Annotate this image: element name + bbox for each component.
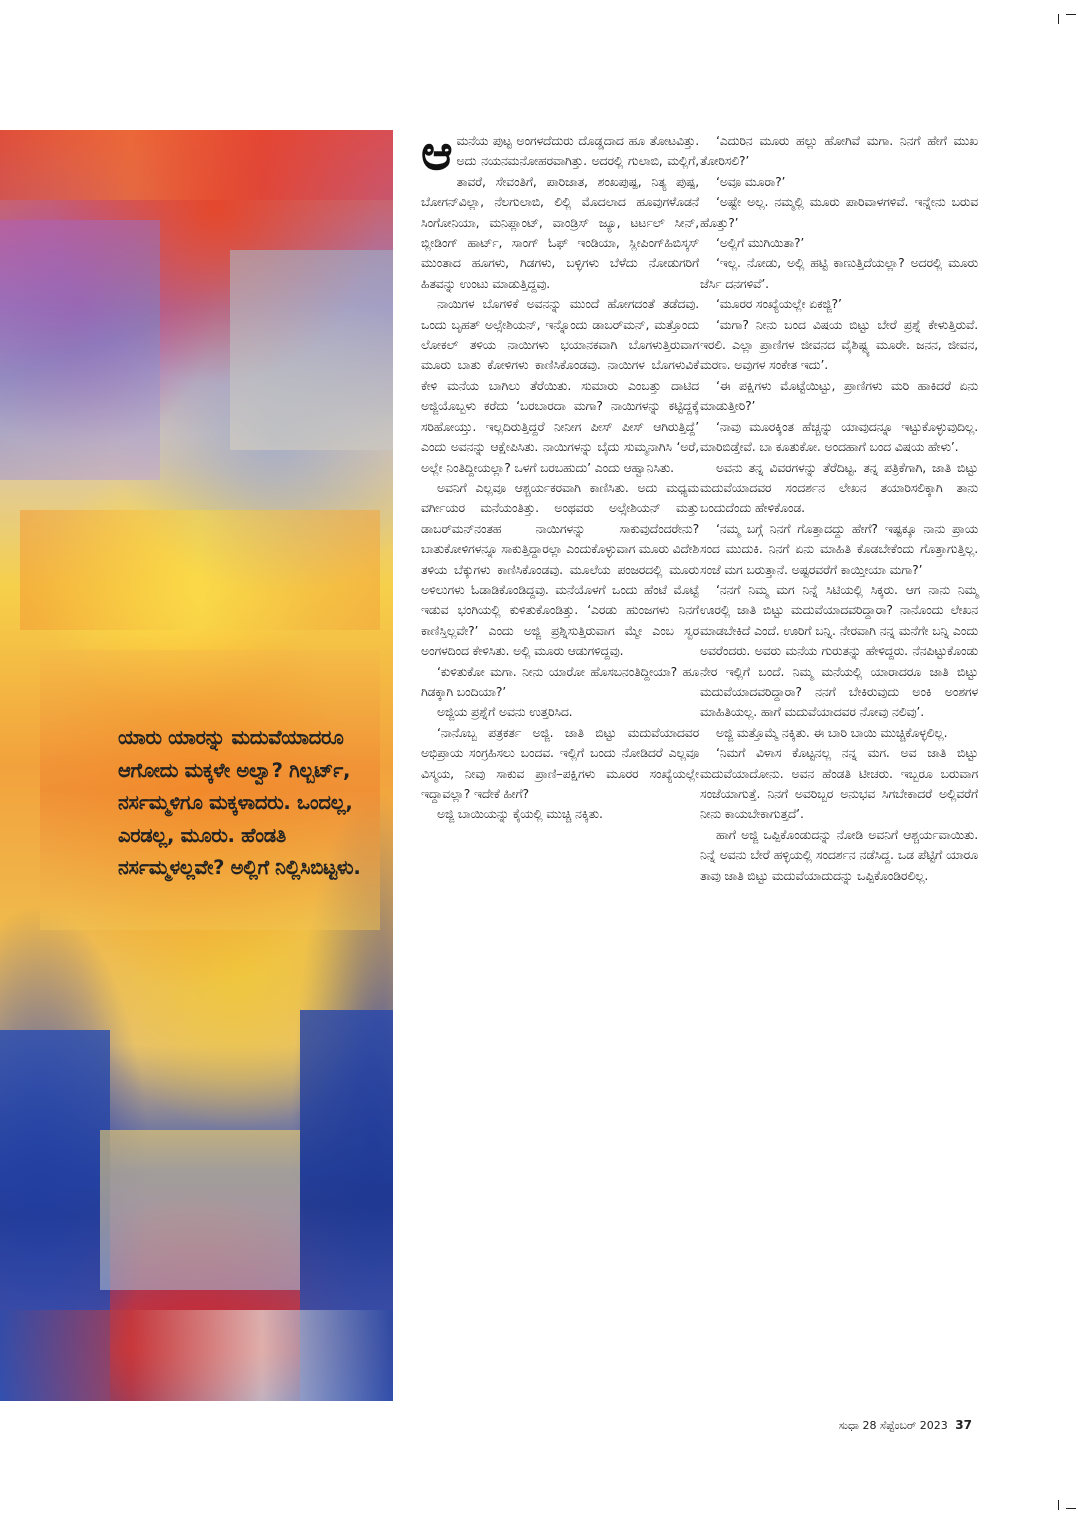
paragraph: ‘ಮಗಾ? ನೀನು ಬಂದ ವಿಷಯ ಬಿಟ್ಟು ಬೇರೆ ಪ್ರಶ್ನೆ ಕೇಳುತ್ತಿರುವೆ. ಇರಲಿ. ಎಲ್ಲಾ ಪ್ರಾಣಿಗಳ ಜೀವನದ ವೈಶಿಷ್ಟ್ಯ ಮೂರೇ. ಜನನ, ಜೀವನ, ಮರಣ. ಅವುಗಳ ಸಂಕೇತ ಇದು’. — [700, 316, 978, 373]
paragraph: ‘ಅವೂ ಮೂರಾ?’ — [716, 173, 786, 189]
paragraph: ಹಾಗೆ ಅಜ್ಜಿ ಒಪ್ಪಿಕೊಂಡುದನ್ನು ನೋಡಿ ಅವನಿಗೆ ಆಶ್ಚರ್ಯವಾಯಿತು. ನಿನ್ನೆ ಅವನು ಬೇರೆ ಹಳ್ಳಿಯಲ್ಲಿ ಸಂದರ್ಶನ ನಡೆಸಿದ್ದ. ಒಡ ಪೆಟ್ಟಿಗೆ ಯಾರೂ ತಾವು ಜಾತಿ ಬಿಟ್ಟು ಮದುವೆಯಾದುದನ್ನು ಒಪ್ಪಿಕೊಂಡಿರಲಿಲ್ಲ. — [700, 826, 978, 883]
drop-cap: ಆ — [421, 125, 453, 181]
page-footer — [839, 1418, 972, 1433]
paragraph: ‘ಎದುರಿನ ಮೂರು ಹಲ್ಲು ಹೋಗಿವೆ ಮಗಾ. ನಿನಗೆ ಹೇಗೆ ಮುಖ ತೋರಿಸಲಿ?’ — [700, 133, 978, 169]
paragraph: ‘ನನಗೆ ನಿಮ್ಮ ಮಗ ನಿನ್ನೆ ಸಿಟಿಯಲ್ಲಿ ಸಿಕ್ಕರು. ಆಗ ನಾನು ನಿಮ್ಮ ಊರಲ್ಲಿ ಜಾತಿ ಬಿಟ್ಟು ಮದುವೆಯಾದವರಿದ್ದಾರಾ? ನಾನೊಂದು ಲೇಖನ ಮಾಡಬೇಕಿದೆ ಎಂದೆ. ಊರಿಗೆ ಬನ್ನಿ. ನೇರವಾಗಿ ನನ್ನ ಮನೆಗೇ ಬನ್ನಿ ಎಂದು ಅವರೆಂದರು. ಅವರು ಮನೆಯ ಗುರುತನ್ನು ಹೇಳಿದ್ದರು. ನೆನಪಿಟ್ಟುಕೊಂಡು ನೇರ ಇಲ್ಲಿಗೆ ಬಂದೆ. ನಿಮ್ಮ ಮನೆಯಲ್ಲಿ ಯಾರಾದರೂ ಜಾತಿ ಬಿಟ್ಟು ಮದುವೆಯಾದವರಿದ್ದಾರಾ? ನನಗೆ ಬೇಕಿರುವುದು ಅಂಕಿ ಅಂಶಗಳ ಮಾಹಿತಿಯಲ್ಲ. ಹಾಗೆ ಮದುವೆಯಾದವರ ನೋವು ನಲಿವು’. — [700, 581, 978, 720]
crop-mark — [1058, 1500, 1059, 1510]
paragraph — [421, 125, 699, 294]
page-number: 37 — [955, 1418, 972, 1432]
paragraph: ‘ಇಲ್ಲ. ನೋಡು, ಅಲ್ಲಿ ಹಟ್ಟಿ ಕಾಣುತ್ತಿದೆಯಲ್ಲಾ? ಅದರಲ್ಲಿ ಮೂರು ಜೆರ್ಸಿ ದನಗಳಿವೆ’. — [700, 255, 978, 291]
paragraph: ಅಜ್ಜಿ ಮತ್ತೊಮ್ಮೆ ನಕ್ಕಿತು. ಈ ಬಾರಿ ಬಾಯಿ ಮುಚ್ಚಿಕೊಳ್ಳಲಿಲ್ಲ. — [716, 724, 948, 740]
paragraph: ‘ಅಷ್ಟೇ ಅಲ್ಲ. ನಮ್ಮಲ್ಲಿ ಮೂರು ಪಾರಿವಾಳಗಳಿವೆ. ಇನ್ನೇನು ಬರುವ ಹೊತ್ತು?’ — [700, 194, 978, 230]
paragraph: ‘ನಾನೊಬ್ಬ ಪತ್ರಕರ್ತ ಅಜ್ಜಿ. ಜಾತಿ ಬಿಟ್ಟು ಮದುವೆಯಾದವರ ಅಭಿಪ್ರಾಯ ಸಂಗ್ರಹಿಸಲು ಬಂದವ. ಇಲ್ಲಿಗೆ ಬಂದು ನೋಡಿದರೆ ಎಲ್ಲವೂ ವಿಸ್ಮಯ, ನೀವು ಸಾಕುವ ಪ್ರಾಣಿ–ಪಕ್ಷಿಗಳು ಮೂರರ ಸಂಖ್ಯೆಯಲ್ಲೇ ಇದ್ದಾವಲ್ಲಾ? ಇದೇಕೆ ಹೀಗೆ? — [421, 724, 699, 801]
paragraph: ಅವನಿಗೆ ಎಲ್ಲವೂ ಆಶ್ಚರ್ಯಕರವಾಗಿ ಕಾಣಿಸಿತು. ಅದು ಮಧ್ಯಮ ವರ್ಗೀಯರ ಮನೆಯಂತಿತ್ತು. ಅಂಥವರು ಅಲ್ಸೇಶಿಯನ್ ಮತ್ತು ಡಾಬರ್‌ಮನ್‌ನಂತಹ ನಾಯಿಗಳನ್ನು ಸಾಕುವುದೆಂದರೇನು? ಬಾತುಕೋಳಿಗಳನ್ನೂ ಸಾಕುತ್ತಿದ್ದಾರಲ್ಲಾ ಎಂದುಕೊಳ್ಳುವಾಗ ಮೂರು ವಿದೇಶಿ ತಳಿಯ ಬೆಕ್ಕುಗಳು ಕಾಣಿಸಿಕೊಂಡವು. ಮೂಲೆಯ ಪಂಜರದಲ್ಲಿ ಮೂರು ಅಳಿಲುಗಳು ಓಡಾಡಿಕೊಂಡಿದ್ದವು. ಮನೆಯೊಳಗೆ ಒಂದು ಹೆಂಟೆ ಮೊಟ್ಟೆ ಇಡುವ ಭಂಗಿಯಲ್ಲಿ ಕುಳಿತುಕೊಂಡಿತ್ತು. ‘ಎರಡು ಹುಂಜಗಳು ನಿನಗೆ ಕಾಣಿಸ್ತಿಲ್ಲವೇ?’ ಎಂದು ಅಜ್ಜಿ ಪ್ರಶ್ನಿಸುತ್ತಿರುವಾಗ ಮ್ಮೇ ಎಂಬ ಸ್ವರ ಅಂಗಳದಿಂದ ಕೇಳಿಸಿತು. ಅಲ್ಲಿ ಮೂರು ಆಡುಗಳಿದ್ದವು. — [421, 479, 700, 659]
paragraph: ನಾಯಿಗಳ ಬೊಗಳಿಕೆ ಅವನನ್ನು ಮುಂದೆ ಹೋಗದಂತೆ ತಡೆದವು. ಒಂದು ಬೃಹತ್ ಅಲ್ಸೇಶಿಯನ್, ಇನ್ನೊಂದು ಡಾಬರ್‌ಮನ್, ಮತ್ತೊಂದು ಲೋಕಲ್ ತಳಿಯ ನಾಯಿಗಳು ಭಯಾನಕವಾಗಿ ಬೊಗಳುತ್ತಿರುವಾಗ ಮೂರು ಬಾತು ಕೋಳಿಗಳು ಕಾಣಿಸಿಕೊಂಡವು. ನಾಯಿಗಳ ಬೊಗಳುವಿಕೆ ಕೇಳಿ ಮನೆಯ ಬಾಗಿಲು ತೆರೆಯಿತು. ಸುಮಾರು ಎಂಬತ್ತು ದಾಟಿದ ಅಜ್ಜಿಯೊಬ್ಬಳು ಕರೆದು ‘ಬರಬಾರದಾ ಮಗಾ? ನಾಯಿಗಳನ್ನು ಕಟ್ಟಿದ್ದಕ್ಕೆ ಸರಿಹೋಯ್ತು. ಇಲ್ಲದಿರುತ್ತಿದ್ದರೆ ನೀನೀಗ ಪೀಸ್ ಪೀಸ್ ಆಗಿರುತ್ತಿದ್ದೆ’ ಎಂದು ಅವನನ್ನು ಆಕ್ಷೇಪಿಸಿತು. ನಾಯಿಗಳನ್ನು ಬೈದು ಸುಮ್ಮನಾಗಿಸಿ ‘ಅರೆ, ಅಲ್ಲೇ ನಿಂತಿದ್ದೀಯಲ್ಲಾ? ಒಳಗೆ ಬರಬಹುದು’ ಎಂದು ಆಹ್ವಾನಿಸಿತು. — [421, 296, 699, 475]
crop-mark — [1066, 1508, 1076, 1509]
paragraph: ಅಜ್ಜಿಯ ಪ್ರಶ್ನೆಗೆ ಅವನು ಉತ್ತರಿಸಿದ. — [437, 704, 573, 720]
abstract-painting-illustration — [0, 130, 393, 1401]
pull-quote: ಯಾರು ಯಾರನ್ನು ಮದುವೆಯಾದರೂ ಆಗೋದು ಮಕ್ಕಳೇ ಅಲ್ವಾ? ಗಿಲ್ಬರ್ಟ್, ನರ್ಸಮ್ಮಳಿಗೂ ಮಕ್ಕಳಾದರು. ಒಂದಲ್ಲ, ಎರಡಲ್ಲ, ಮೂರು. ಹೆಂಡತಿ ನರ್ಸಮ್ಮಳಲ್ಲವೇ? ಅಲ್ಲಿಗೆ ನಿಲ್ಲಿಸಿಬಿಟ್ಟಳು. — [118, 726, 361, 879]
paragraph: ‘ನಿಮಗೆ ವಿಳಾಸ ಕೊಟ್ಟನಲ್ಲ ನನ್ನ ಮಗ. ಅವ ಜಾತಿ ಬಿಟ್ಟು ಮದುವೆಯಾದೋನು. ಅವನ ಹೆಂಡತಿ ಟೀಚರು. ಇಬ್ಬರೂ ಬರುವಾಗ ಸಂಜೆಯಾಗುತ್ತೆ. ನಿನಗೆ ಅವರಿಬ್ಬರ ಅನುಭವ ಸಿಗಬೇಕಾದರೆ ಅಲ್ಲಿವರೆಗೆ ನೀನು ಕಾಯಬೇಕಾಗುತ್ತದೆ’. — [700, 745, 978, 822]
magazine-name: ಸುಧಾ — [838, 1419, 860, 1432]
issue-date: 28 ಸೆಪ್ಟೆಂಬರ್ 2023 — [862, 1419, 948, 1432]
article-column-1 — [421, 125, 700, 825]
crop-mark — [1058, 14, 1059, 24]
paragraph: ‘ನಮ್ಮ ಬಗ್ಗೆ ನಿನಗೆ ಗೊತ್ತಾದದ್ದು ಹೇಗೆ? ಇಷ್ಟಕ್ಕೂ ನಾನು ಪ್ರಾಯ ಸಂದ ಮುದುಕಿ. ನಿನಗೆ ಏನು ಮಾಹಿತಿ ಕೊಡಬೇಕೆಂದು ಗೊತ್ತಾಗುತ್ತಿಲ್ಲ. ಸಂಜೆ ಮಗ ಬರುತ್ತಾನೆ. ಅಷ್ಟರವರೆಗೆ ಕಾಯ್ತೀಯಾ ಮಗಾ?’ — [700, 520, 978, 577]
paragraph: ‘ಈ ಪಕ್ಷಿಗಳು ಮೊಟ್ಟೆಯಿಟ್ಟು, ಪ್ರಾಣಿಗಳು ಮರಿ ಹಾಕಿದರೆ ಏನು ಮಾಡುತ್ತೀರಿ?’ — [700, 377, 978, 414]
article-column-2 — [700, 131, 978, 886]
paragraph: ಅವನು ತನ್ನ ವಿವರಗಳನ್ನು ತೆರೆದಿಟ್ಟ. ತನ್ನ ಪತ್ರಿಕೆಗಾಗಿ, ಜಾತಿ ಬಿಟ್ಟು ಮದುವೆಯಾದವರ ಸಂದರ್ಶನ ಲೇಖನ ತಯಾರಿಸಲಿಕ್ಕಾಗಿ ತಾನು ಬಂದುದೆಂದು ಹೇಳಿಕೊಂಡ. — [700, 459, 978, 516]
paragraph: ‘ನಾವು ಮೂರಕ್ಕಿಂತ ಹೆಚ್ಚನ್ನು ಯಾವುದನ್ನೂ ಇಟ್ಟುಕೊಳ್ಳುವುದಿಲ್ಲ. ಮಾರಿಬಿಡ್ತೇವೆ. ಬಾ ಕೂತುಕೋ. ಅಂದಹಾಗೆ ಬಂದ ವಿಷಯ ಹೇಳು’. — [700, 418, 978, 455]
paragraph: ಅಜ್ಜಿ ಬಾಯಿಯನ್ನು ಕೈಯಲ್ಲಿ ಮುಚ್ಚಿ ನಕ್ಕಿತು. — [437, 806, 603, 822]
crop-mark — [1066, 14, 1076, 15]
paragraph: ‘ಕುಳಿತುಕೋ ಮಗಾ. ನೀನು ಯಾರೋ ಹೊಸಬನಂತಿದ್ದೀಯಾ? ಹೂ ಗಿಡಕ್ಕಾಗಿ ಬಂದಿಯಾ?’ — [421, 663, 699, 699]
paragraph-text: ಮನೆಯ ಪುಟ್ಟ ಅಂಗಳದೆದುರು ದೊಡ್ಡದಾದ ಹೂ ತೋಟವಿತ್ತು. ಅದು ನಯನಮನೋಹರವಾಗಿತ್ತು. ಅದರಲ್ಲಿ ಗುಲಾಬಿ, ಮಲ್ಲಿಗೆ, ತಾವರೆ, ಸೇವಂತಿಗೆ, ಪಾರಿಜಾತ, ಶಂಖಪುಷ್ಪ, ನಿತ್ಯ ಪುಷ್ಪ, ಬೋಗನ್‌ವಿಲ್ಲಾ, ನೆಲಗುಲಾಬಿ, ಲಿಲ್ಲಿ ಮೊದಲಾದ ಹೂವುಗಳೊಡನೆ ಸಿಂಗೋನಿಯಾ, ಮನಿಪ್ಲಾಂಟ್, ವಾಂಡ್ರಿಸ್ ಜ್ಯೂ, ಟರ್ಟಲ್ ಸೀನ್, ಬ್ಲೀಡಿಂಗ್ ಹಾರ್ಟ್, ಸಾಂಗ್ ಓಫ್ ಇಂಡಿಯಾ, ಸ್ಲೀಪಿಂಗ್‌ಹಿಬಿಸ್ಕಸ್ ಮುಂತಾದ ಹೂಗಳು, ಗಿಡಗಳು, ಬಳ್ಳಿಗಳು ಬೆಳೆದು ನೋಡುಗರಿಗೆ ಹಿತವನ್ನು ಉಂಟು ಮಾಡುತ್ತಿದ್ದವು. — [421, 133, 699, 291]
paragraph: ‘ಮೂರರ ಸಂಖ್ಯೆಯಲ್ಲೇ ಏಕಜ್ಜಿ?’ — [716, 296, 842, 312]
paragraph: ‘ಅಲ್ಲಿಗೆ ಮುಗಿಯಿತಾ?’ — [716, 235, 805, 251]
